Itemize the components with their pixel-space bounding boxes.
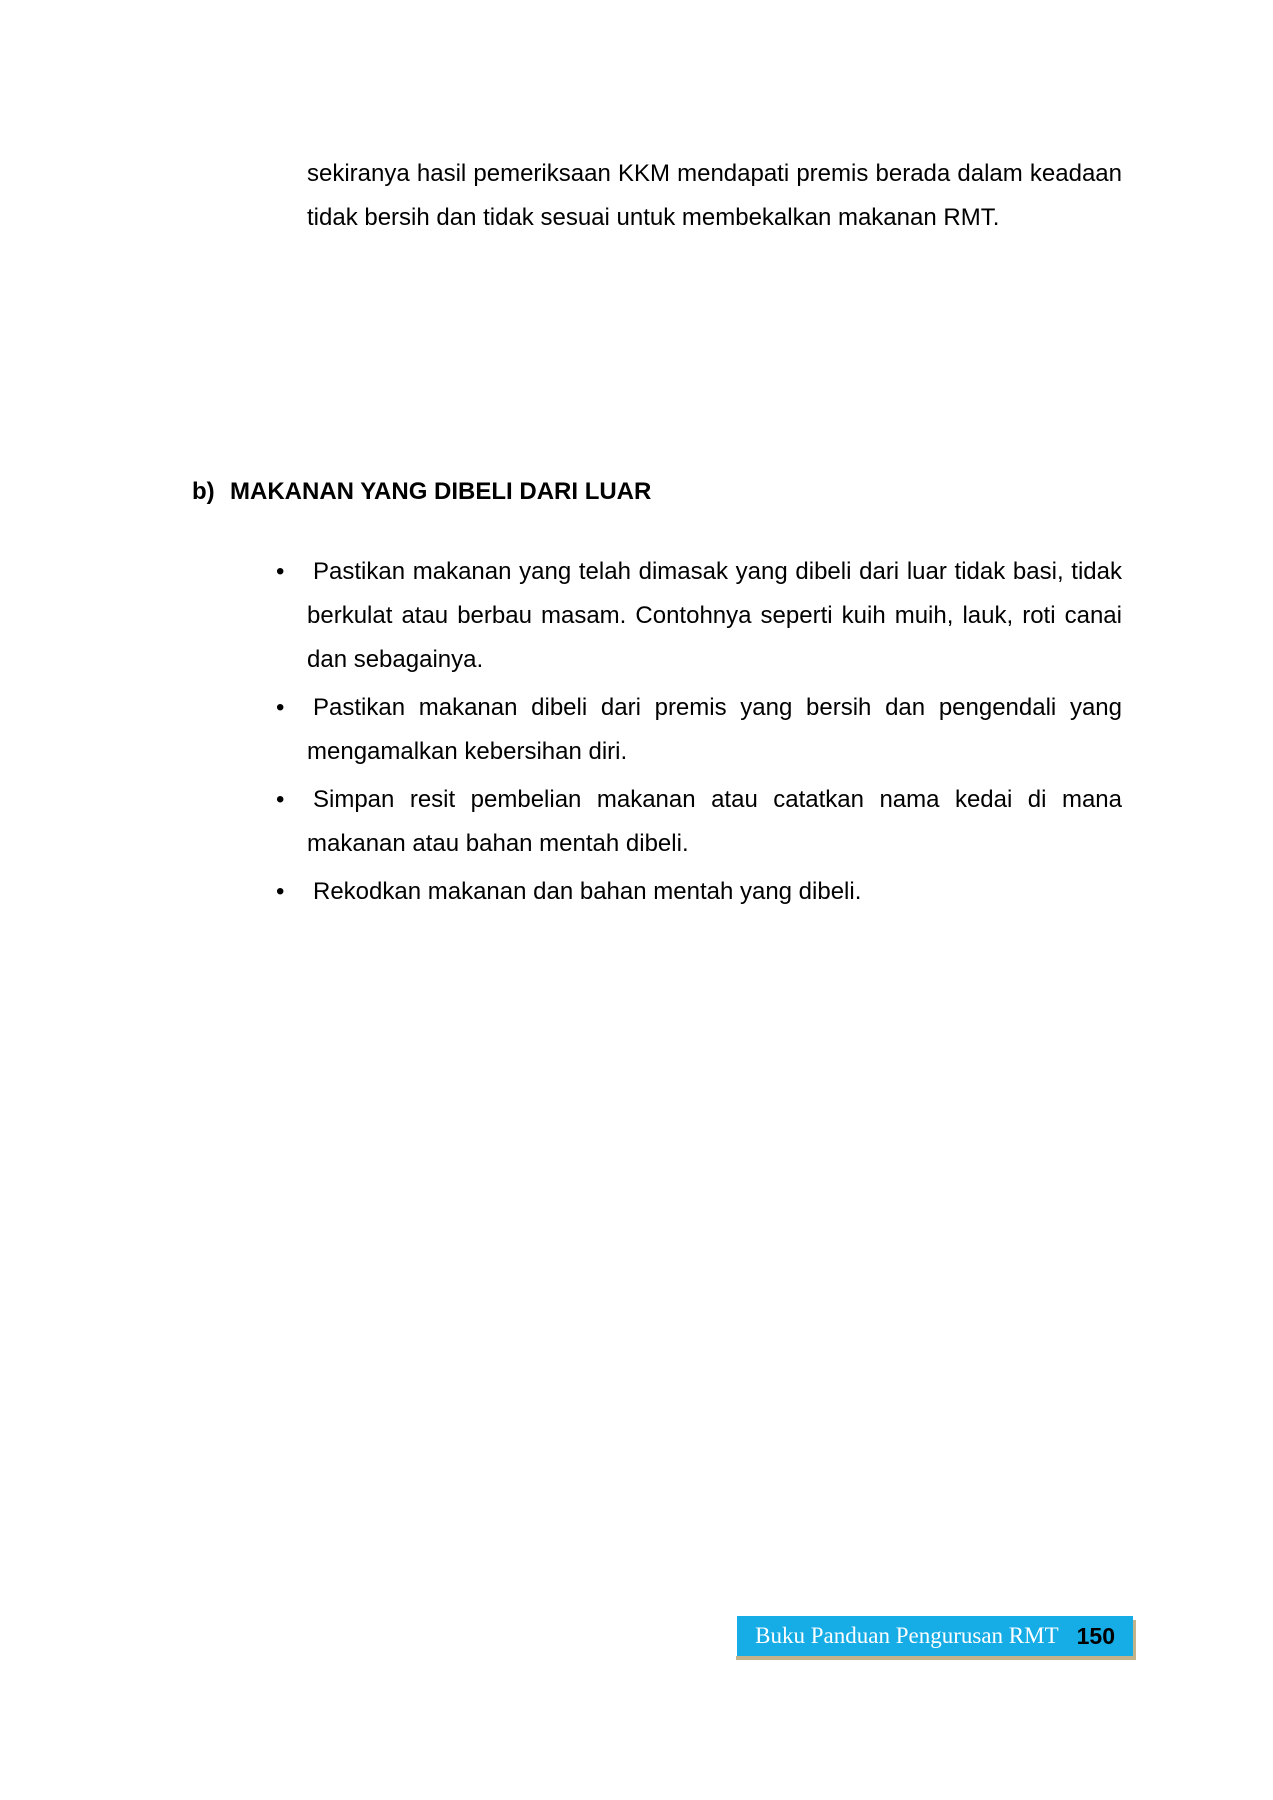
section-heading xyxy=(192,474,651,510)
bullet-list xyxy=(276,550,1122,918)
section-label: b) xyxy=(192,478,215,505)
list-item: • Rekodkan makanan dan bahan mentah yang dibeli. xyxy=(307,870,1122,914)
page-number: 150 xyxy=(1076,1622,1115,1649)
list-item: • Simpan resit pembelian makanan atau catatkan nama kedai di mana makanan atau bahan mentah dibeli. xyxy=(307,778,1122,866)
bullet-icon: • xyxy=(276,786,285,813)
footer-banner xyxy=(733,1616,1133,1656)
list-item: • Pastikan makanan dibeli dari premis yang bersih dan pengendali yang mengamalkan kebersihan diri. xyxy=(307,686,1122,774)
intro-paragraph: sekiranya hasil pemeriksaan KKM mendapati premis berada dalam keadaan tidak bersih dan tidak sesuai untuk membekalkan makanan RMT. xyxy=(307,160,1122,231)
bullet-icon: • xyxy=(276,694,285,721)
list-item: • Pastikan makanan yang telah dimasak yang dibeli dari luar tidak basi, tidak berkulat atau berbau masam. Contohnya seperti kuih muih, lauk, roti canai dan sebagainya. xyxy=(307,550,1122,682)
bullet-icon: • xyxy=(276,558,285,585)
footer-title: Buku Panduan Pengurusan RMT xyxy=(755,1623,1059,1648)
section-title: MAKANAN YANG DIBELI DARI LUAR xyxy=(230,478,652,505)
bullet-icon: • xyxy=(276,878,285,905)
